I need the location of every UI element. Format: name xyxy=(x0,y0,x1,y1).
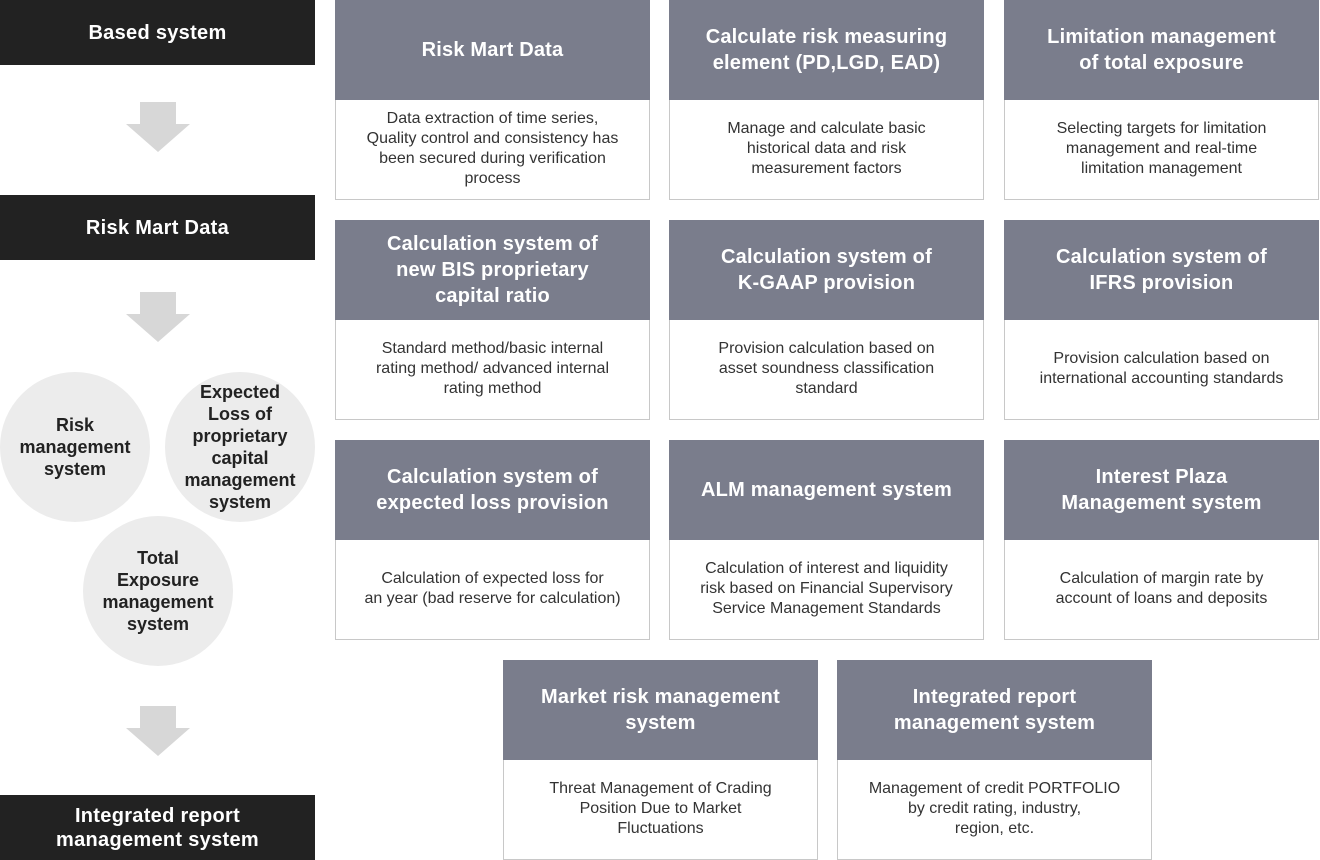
total-exposure-circle: Total Exposure management system xyxy=(83,516,233,666)
card-expected-loss-provision xyxy=(335,440,650,640)
card-title: Calculation system of IFRS provision xyxy=(1004,220,1319,320)
card-title: Calculate risk measuring element (PD,LGD, EAD) xyxy=(669,0,984,100)
card-title: Limitation management of total exposure xyxy=(1004,0,1319,100)
risk-mart-data-box: Risk Mart Data xyxy=(0,195,315,260)
card-bis-capital-ratio xyxy=(335,220,650,420)
card-description: Management of credit PORTFOLIO by credit rating, industry, region, etc. xyxy=(868,780,1121,837)
card-title: Risk Mart Data xyxy=(335,0,650,100)
card-ifrs-provision xyxy=(1004,220,1319,420)
card-description: Calculation of margin rate by account of loans and deposits xyxy=(1055,570,1268,607)
card-description: Calculation of interest and liquidity risk based on Financial Supervisory Service Management Standards xyxy=(700,560,953,617)
card-title: Calculation system of expected loss provision xyxy=(335,440,650,540)
card-description: Manage and calculate basic historical data and risk measurement factors xyxy=(727,120,926,177)
card-interest-plaza xyxy=(1004,440,1319,640)
card-description: Provision calculation based on asset soundness classification standard xyxy=(718,340,935,397)
card-title: Calculation system of new BIS proprietary capital ratio xyxy=(335,220,650,320)
card-title: Interest Plaza Management system xyxy=(1004,440,1319,540)
card-description: Data extraction of time series, Quality control and consistency has been secured during verification process xyxy=(366,110,619,187)
card-title: Calculation system of K-GAAP provision xyxy=(669,220,984,320)
card-market-risk xyxy=(503,660,818,860)
card-description: Provision calculation based on international accounting standards xyxy=(1039,350,1284,387)
card-integrated-report xyxy=(837,660,1152,860)
down-arrow-icon xyxy=(124,292,192,342)
card-risk-measuring-element xyxy=(669,0,984,200)
card-kgaap-provision xyxy=(669,220,984,420)
card-title: Market risk management system xyxy=(503,660,818,760)
expected-loss-circle: Expected Loss of proprietary capital management system xyxy=(165,372,315,522)
card-title: Integrated report management system xyxy=(837,660,1152,760)
down-arrow-icon xyxy=(124,102,192,152)
card-alm-management xyxy=(669,440,984,640)
card-title: ALM management system xyxy=(669,440,984,540)
card-risk-mart-data xyxy=(335,0,650,200)
based-system-box: Based system xyxy=(0,0,315,65)
risk-management-circle: Risk management system xyxy=(0,372,150,522)
down-arrow-icon xyxy=(124,706,192,756)
card-limitation-management xyxy=(1004,0,1319,200)
card-description: Calculation of expected loss for an year (bad reserve for calculation) xyxy=(364,570,621,607)
card-description: Standard method/basic internal rating method/ advanced internal rating method xyxy=(375,340,610,397)
card-description: Selecting targets for limitation management and real-time limitation management xyxy=(1056,120,1267,177)
card-description: Threat Management of Crading Position Due to Market Fluctuations xyxy=(549,780,772,837)
integrated-report-box: Integrated report management system xyxy=(0,795,315,860)
